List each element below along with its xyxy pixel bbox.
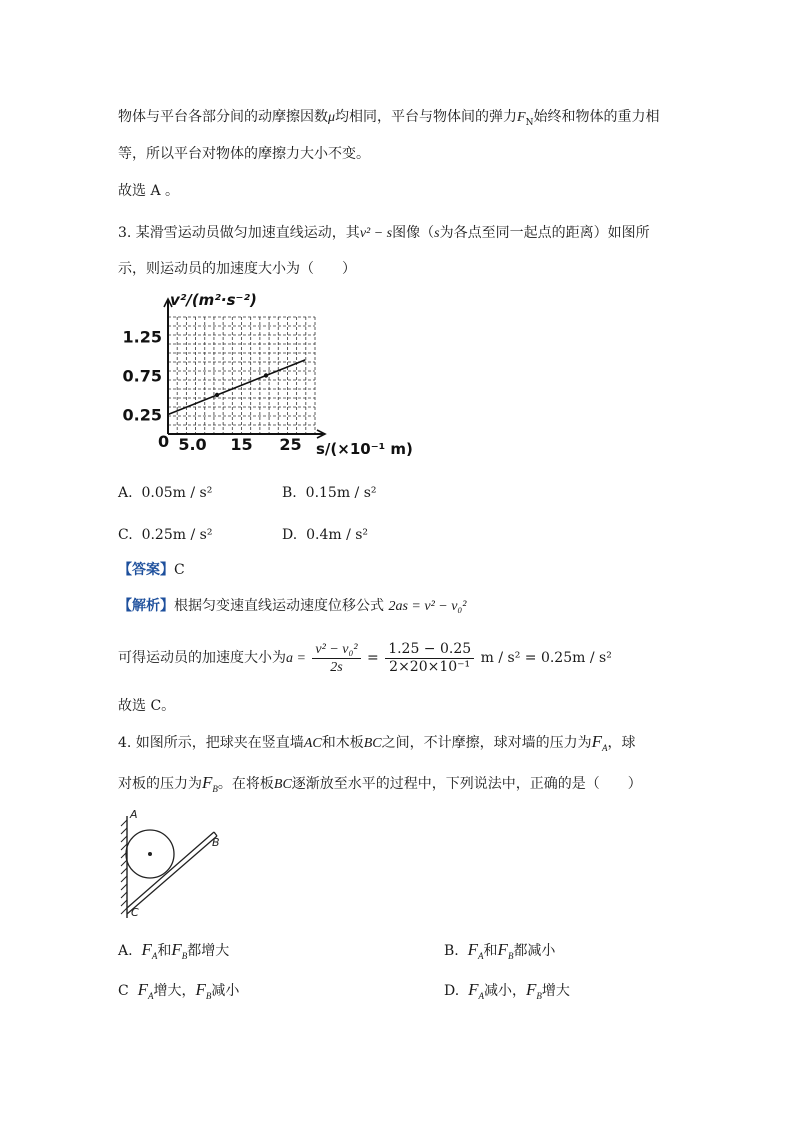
paragraph-line [118, 107, 659, 133]
ac-label: AC [303, 736, 322, 751]
force-subscript: B [507, 950, 514, 961]
text: 。在将板 [217, 776, 274, 792]
result: m / s² = 0.25m / s² [480, 650, 612, 666]
option-b[interactable] [282, 483, 377, 503]
text: ，球 [607, 735, 636, 751]
force-symbol: F [202, 773, 213, 792]
answer-line [118, 560, 185, 580]
data-point [215, 393, 219, 397]
choice-conclusion: 故选 A 。 [118, 183, 180, 199]
option-value: 0.4m / s² [306, 527, 369, 543]
ball-center [148, 852, 152, 856]
ball-wall-board-figure [118, 806, 228, 928]
text: 逐渐放至水平的过程中，下列说法中，正确的是（ ） [291, 776, 642, 792]
force-symbol: F [497, 940, 508, 959]
s-symbol: s [434, 226, 440, 241]
bc-label: BC [363, 736, 382, 751]
fraction [312, 641, 360, 676]
text: 和 [483, 943, 498, 959]
mu-symbol: μ [328, 110, 336, 125]
question-4-stem-line2 [118, 773, 642, 799]
v2-s-symbol: v² − s [359, 226, 393, 241]
text: 增大， [153, 983, 196, 999]
fraction-denominator: 2×20×10⁻¹ [389, 658, 471, 675]
series-line [168, 360, 305, 415]
question-3-stem [118, 223, 650, 244]
equals-sign: = [367, 650, 379, 666]
text: 都减小 [513, 943, 556, 959]
answer-value: C [174, 562, 185, 578]
force-subscript: B [536, 990, 542, 1001]
text: 减小 [211, 983, 240, 999]
y-tick-label: 0.75 [122, 366, 162, 386]
option-letter: C [118, 983, 129, 999]
force-subscript: A [601, 742, 608, 753]
option-value: 0.15m / s² [305, 485, 377, 501]
chart-axes [164, 299, 325, 438]
force-symbol: F [195, 980, 206, 999]
force-subscript: B [205, 990, 212, 1001]
force-subscript: N [525, 117, 534, 128]
option-letter: D. [444, 983, 460, 999]
text: 3. 某滑雪运动员做匀加速直线运动，其 [118, 225, 360, 241]
text: 都增大 [187, 943, 230, 959]
force-subscript: A [148, 990, 154, 1001]
x-tick-label: 15 [230, 435, 253, 454]
force-symbol: F [591, 732, 602, 751]
choice-conclusion: 故选 C。 [118, 698, 176, 714]
option-b[interactable] [444, 940, 555, 966]
analysis-line [118, 596, 467, 617]
force-symbol: F [468, 980, 479, 999]
text: 减小， [483, 983, 526, 999]
x-tick-label: 25 [279, 435, 302, 454]
force-subscript: A [151, 950, 158, 961]
text: 增大 [541, 983, 570, 999]
origin-label: 0 [158, 432, 170, 451]
force-symbol: F [525, 980, 537, 999]
fraction-numerator: 1.25 − 0.25 [385, 641, 474, 659]
option-value: 0.25m / s² [141, 527, 213, 543]
formula: 2as = v² − v₀² [388, 599, 467, 614]
v2-s-chart [118, 287, 438, 463]
text: 4. 如图所示，把球夹在竖直墙 [118, 735, 304, 751]
derivation-line [118, 640, 612, 677]
fraction-denominator: 2s [330, 659, 343, 675]
option-letter: B. [282, 485, 297, 501]
force-symbol: F [171, 940, 182, 959]
question-3-stem-line2: 示，则运动员的加速度大小为（ ） [118, 261, 356, 277]
answer-tag: 【答案】 [118, 562, 174, 578]
force-symbol: F [467, 940, 479, 959]
text: 图像（ [392, 225, 435, 241]
text: 始终和物体的重力相 [533, 109, 660, 125]
force-subscript: B [181, 950, 188, 961]
option-letter: A. [118, 943, 133, 959]
fraction-numerator: v² − v₀² [312, 641, 360, 659]
text: 和木板 [321, 735, 364, 751]
text: 均相同，平台与物体间的弹力 [335, 109, 518, 125]
option-letter: A. [118, 485, 133, 501]
option-a[interactable] [118, 940, 229, 966]
option-letter: C. [118, 527, 133, 543]
text: 为各点至同一起点的距离）如图所 [439, 225, 650, 241]
force-subscript: A [478, 990, 484, 1001]
option-d[interactable] [282, 525, 368, 545]
force-symbol: F [137, 980, 149, 999]
force-symbol: F [141, 940, 152, 959]
text: 根据匀变速直线运动速度位移公式 [174, 598, 384, 614]
chart-ticks [123, 328, 302, 455]
question-4-stem [118, 732, 635, 758]
option-letter: D. [282, 527, 298, 543]
text: 之间，不计摩擦，球对墙的压力为 [381, 735, 592, 751]
option-c[interactable] [118, 525, 212, 545]
equation-lhs: a = [286, 651, 306, 666]
force-symbol: F [517, 110, 526, 125]
paragraph-line: 等，所以平台对物体的摩擦力大小不变。 [118, 146, 370, 162]
label-c: C [131, 906, 139, 919]
force-subscript: A [478, 950, 484, 961]
y-axis-label: v²/(m²·s⁻²) [170, 291, 257, 309]
bc-label: BC [273, 777, 292, 792]
option-value: 0.05m / s² [141, 485, 213, 501]
force-subscript: B [212, 783, 218, 794]
option-c[interactable] [118, 980, 239, 1006]
data-point [264, 373, 268, 377]
option-d[interactable] [444, 980, 570, 1006]
label-b: B [212, 836, 220, 849]
text: 和 [157, 943, 172, 959]
chart-series [168, 360, 305, 415]
x-axis-label: s/(×10⁻¹ m) [316, 440, 413, 458]
y-tick-label: 0.25 [122, 405, 162, 425]
y-tick-label: 1.25 [122, 327, 162, 347]
text: 可得运动员的加速度大小为 [118, 650, 286, 666]
option-a[interactable] [118, 483, 212, 503]
text: 物体与平台各部分间的动摩擦因数 [118, 109, 328, 125]
x-tick-label: 5.0 [178, 435, 207, 454]
option-letter: B. [444, 943, 459, 959]
label-a: A [130, 808, 138, 821]
chart-grid [168, 317, 315, 434]
fraction [385, 641, 474, 676]
analysis-tag: 【解析】 [118, 598, 174, 614]
wall-hatching [121, 816, 127, 918]
text: 对板的压力为 [118, 776, 202, 792]
